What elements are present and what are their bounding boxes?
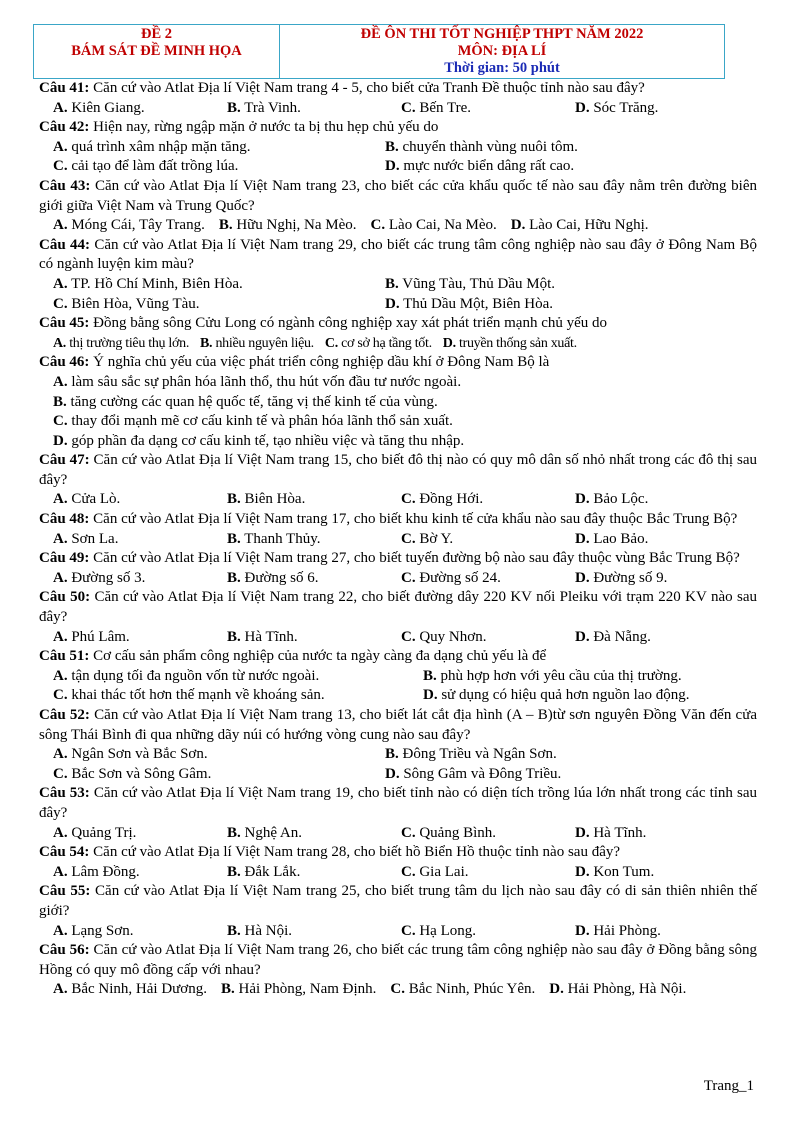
option-key: B. (385, 275, 399, 292)
answer-option[interactable] (385, 765, 717, 785)
option-key: D. (385, 158, 400, 175)
option-text: tăng cường các quan hệ quốc tế, tăng vị thế kinh tế của vùng. (66, 393, 438, 410)
option-key: A. (53, 138, 68, 155)
answer-option[interactable] (53, 157, 385, 177)
option-key: A. (53, 275, 68, 292)
option-text: làm sâu sắc sự phân hóa lãnh thổ, thu hút vốn đầu tư nước ngoài. (67, 373, 462, 390)
answer-row (39, 334, 757, 354)
question-block (39, 353, 757, 451)
question-stem (39, 843, 757, 863)
option-key: C. (401, 99, 416, 116)
answer-option[interactable] (575, 569, 667, 589)
option-text: Hữu Nghị, Na Mèo. (232, 217, 357, 234)
option-text: Sông Gâm và Đông Triều. (399, 765, 562, 782)
answer-row (39, 157, 757, 177)
answer-option[interactable] (53, 980, 207, 1000)
answer-option[interactable] (390, 980, 535, 1000)
option-key: D. (53, 432, 68, 449)
option-key: C. (370, 217, 386, 234)
answer-option[interactable] (423, 686, 755, 706)
question-number: Câu 47: (39, 452, 90, 469)
option-text: Lào Cai, Hữu Nghị. (525, 217, 649, 234)
question-stem (39, 451, 757, 490)
question-text: Căn cứ vào Atlat Địa lí Việt Nam trang 22, cho biết đường dây 220 KV nối Pleiku với trạm 220 KV nào sau đây? (39, 589, 757, 626)
answer-row (39, 667, 757, 687)
answer-row (39, 138, 757, 158)
option-key: A. (53, 373, 68, 390)
answer-option[interactable] (53, 138, 385, 158)
answer-option[interactable] (575, 628, 651, 648)
question-text: Căn cứ vào Atlat Địa lí Việt Nam trang 19, cho biết tỉnh nào có diện tích trồng lúa lớn nhất trong các tỉnh sau đây? (39, 785, 757, 821)
question-block (39, 784, 757, 843)
question-block (39, 118, 757, 177)
question-stem (39, 314, 757, 334)
option-text: Bắc Ninh, Phúc Yên. (405, 981, 536, 998)
question-text: Căn cứ vào Atlat Địa lí Việt Nam trang 26, cho biết các trung tâm công nghiệp nào sau đây ở Đồng bằng sông Hồng có quy mô đồng cấp với nhau? (39, 942, 758, 978)
option-text: Cửa Lò. (67, 491, 121, 508)
answer-option[interactable] (401, 99, 575, 119)
option-text: phù hợp hơn với yêu cầu của thị trường. (436, 667, 682, 684)
option-key: C. (53, 413, 68, 430)
option-text: Vũng Tàu, Thủ Dầu Một. (398, 275, 556, 292)
option-text: Đồng Hới. (415, 491, 484, 508)
answer-option[interactable] (385, 745, 717, 765)
answer-option[interactable] (575, 530, 648, 550)
answer-option[interactable] (53, 765, 385, 785)
option-text: Móng Cái, Tây Trang. (67, 217, 205, 234)
question-block (39, 588, 757, 647)
option-text: Biên Hòa. (240, 491, 306, 508)
answer-option[interactable] (53, 334, 189, 354)
option-text: Bến Tre. (415, 99, 472, 116)
question-text: Căn cứ vào Atlat Địa lí Việt Nam trang 17, cho biết khu kinh tế cửa khẩu nào sau đây thuộc Bắc Trung Bộ? (89, 511, 738, 528)
answer-option[interactable] (53, 863, 227, 883)
question-block (39, 549, 757, 588)
question-text: Căn cứ vào Atlat Địa lí Việt Nam trang 4 - 5, cho biết cửa Tranh Đề thuộc tỉnh nào sau đây? (89, 80, 645, 96)
option-key: D. (575, 824, 590, 841)
option-text: truyền thống sản xuất. (455, 335, 577, 351)
question-number: Câu 56: (39, 942, 90, 959)
question-number: Câu 54: (39, 844, 90, 861)
answer-option[interactable] (401, 863, 575, 883)
question-stem (39, 510, 757, 530)
question-block (39, 882, 757, 941)
question-number: Câu 53: (39, 785, 90, 802)
answer-option[interactable] (325, 334, 432, 354)
option-text: Sơn La. (67, 530, 119, 547)
option-key: A. (53, 746, 68, 763)
option-key: A. (53, 99, 68, 116)
exam-title: ĐỀ ÔN THI TỐT NGHIỆP THPT NĂM 2022 (360, 26, 644, 42)
answer-row (39, 373, 757, 393)
option-text: Đắk Lắk. (240, 863, 301, 880)
option-text: khai thác tốt hơn thế mạnh về khoáng sản. (67, 687, 325, 704)
question-number: Câu 50: (39, 589, 91, 606)
option-text: Đường số 3. (67, 569, 146, 586)
option-text: Lâm Đồng. (67, 863, 140, 880)
option-key: A. (53, 628, 68, 645)
option-key: D. (575, 530, 590, 547)
option-text: Đường số 6. (240, 569, 319, 586)
exam-duration: Thời gian: 50 phút (444, 60, 560, 76)
option-text: quá trình xâm nhập mặn tăng. (67, 138, 251, 155)
option-key: A. (53, 335, 67, 351)
option-text: nhiều nguyên liệu. (212, 335, 314, 351)
option-text: Hà Nội. (240, 922, 293, 939)
answer-row (39, 490, 757, 510)
answer-option[interactable] (575, 490, 648, 510)
option-key: C. (324, 335, 338, 351)
option-key: A. (53, 217, 68, 234)
option-key: D. (575, 922, 590, 939)
option-text: chuyển thành vùng nuôi tôm. (398, 138, 578, 155)
option-key: B. (227, 99, 241, 116)
answer-option[interactable] (401, 628, 575, 648)
option-text: Bờ Y. (415, 530, 454, 547)
option-text: Hải Phòng, Hà Nội. (563, 981, 687, 998)
exam-subtitle: BÁM SÁT ĐỀ MINH HỌA (71, 43, 242, 59)
option-key: D. (385, 765, 400, 782)
answer-option[interactable] (575, 824, 646, 844)
option-key: A. (53, 981, 68, 998)
question-text: Cơ cấu sản phẩm công nghiệp của nước ta ngày càng đa dạng chủ yếu là để (89, 648, 547, 665)
answer-row (39, 275, 757, 295)
question-stem (39, 588, 757, 627)
option-text: tận dụng tối đa nguồn vốn từ nước ngoài. (67, 667, 320, 684)
answer-option[interactable] (443, 334, 577, 354)
option-text: Gia Lai. (415, 863, 469, 880)
option-text: Lao Bảo. (589, 530, 649, 547)
question-block (39, 236, 757, 314)
answer-option[interactable] (549, 980, 686, 1000)
question-stem (39, 353, 757, 373)
answer-row (39, 99, 757, 119)
question-text: Căn cứ vào Atlat Địa lí Việt Nam trang 13, cho biết lát cắt địa hình (A – B)từ sơn nguyên Đồng Văn đến cửa sông Thái Bình đi qua những dãy núi có hướng vòng cung nào sau đây? (39, 707, 758, 743)
question-number: Câu 48: (39, 511, 90, 528)
question-number: Câu 45: (39, 315, 90, 332)
answer-option[interactable] (371, 216, 497, 236)
option-key: B. (227, 569, 241, 586)
exam-subject: MÔN: ĐỊA LÍ (457, 43, 547, 59)
option-text: Hải Phòng. (589, 922, 661, 939)
answer-row (39, 824, 757, 844)
answer-row (39, 432, 757, 452)
option-key: A. (53, 491, 68, 508)
question-stem (39, 79, 757, 99)
option-text: Bắc Ninh, Hải Dương. (67, 981, 207, 998)
answer-option[interactable] (227, 628, 401, 648)
answer-option[interactable] (227, 569, 401, 589)
option-text: Trà Vinh. (240, 99, 301, 116)
answer-option[interactable] (53, 745, 385, 765)
option-text: Đông Triều và Ngân Sơn. (398, 746, 557, 763)
question-block (39, 177, 757, 236)
answer-option[interactable] (53, 490, 227, 510)
option-text: Thanh Thủy. (240, 530, 321, 547)
option-key: B. (227, 491, 241, 508)
answer-option[interactable] (575, 863, 654, 883)
option-key: B. (227, 824, 241, 841)
answer-row (39, 295, 757, 315)
answer-option[interactable] (53, 922, 227, 942)
question-block (39, 706, 757, 784)
answer-option[interactable] (53, 667, 423, 687)
question-number: Câu 55: (39, 883, 91, 900)
option-key: C. (390, 981, 405, 998)
option-key: A. (53, 569, 68, 586)
option-text: Ngân Sơn và Bắc Sơn. (67, 746, 208, 763)
answer-option[interactable] (53, 628, 227, 648)
option-key: A. (53, 863, 68, 880)
option-key: A. (53, 824, 68, 841)
option-text: cải tạo để làm đất trồng lúa. (67, 158, 239, 175)
answer-option[interactable] (511, 216, 649, 236)
answer-row (39, 922, 757, 942)
option-text: thị trường tiêu thụ lớn. (66, 335, 190, 351)
answer-row (39, 530, 757, 550)
question-number: Câu 43: (39, 177, 91, 194)
question-number: Câu 46: (39, 354, 90, 371)
answer-option[interactable] (53, 216, 205, 236)
option-key: B. (53, 393, 67, 410)
answer-row (39, 412, 757, 432)
question-stem (39, 549, 757, 569)
answer-option[interactable] (423, 667, 755, 687)
option-key: A. (53, 667, 68, 684)
question-number: Câu 51: (39, 648, 90, 665)
option-key: B. (227, 628, 241, 645)
question-text: Căn cứ vào Atlat Địa lí Việt Nam trang 28, cho biết hồ Biển Hồ thuộc tỉnh nào sau đây? (89, 844, 621, 861)
answer-option[interactable] (385, 295, 717, 315)
option-key: C. (401, 824, 416, 841)
option-key: C. (53, 295, 68, 312)
answer-row (39, 628, 757, 648)
answer-option[interactable] (401, 569, 575, 589)
option-text: Hạ Long. (415, 922, 476, 939)
option-text: Kiên Giang. (67, 99, 145, 116)
option-key: A. (53, 530, 68, 547)
answer-option[interactable] (575, 99, 658, 119)
answer-option[interactable] (227, 863, 401, 883)
option-text: Lạng Sơn. (67, 922, 134, 939)
question-number: Câu 41: (39, 80, 90, 96)
question-number: Câu 52: (39, 707, 90, 723)
answer-row (39, 745, 757, 765)
option-key: B. (423, 667, 437, 684)
option-text: Bảo Lộc. (589, 491, 649, 508)
question-stem (39, 784, 757, 823)
option-key: D. (442, 335, 456, 351)
answer-row (39, 569, 757, 589)
answer-option[interactable] (53, 413, 453, 429)
option-text: Quy Nhơn. (415, 628, 487, 645)
question-stem (39, 941, 757, 980)
option-key: D. (549, 981, 564, 998)
option-key: C. (53, 687, 68, 704)
option-key: D. (575, 491, 590, 508)
option-text: Nghệ An. (240, 824, 303, 841)
question-stem (39, 647, 757, 667)
answer-row (39, 393, 757, 413)
answer-option[interactable] (53, 374, 461, 390)
option-key: B. (227, 530, 241, 547)
option-key: B. (227, 922, 241, 939)
answer-option[interactable] (385, 157, 717, 177)
option-text: Quảng Bình. (415, 824, 497, 841)
option-text: Thủ Dầu Một, Biên Hòa. (399, 295, 554, 312)
option-key: D. (575, 99, 590, 116)
answer-option[interactable] (53, 275, 385, 295)
answer-option[interactable] (53, 686, 423, 706)
option-key: D. (385, 295, 400, 312)
question-text: Căn cứ vào Atlat Địa lí Việt Nam trang 27, cho biết tuyến đường bộ nào sau đây thuộc vùng Bắc Trung Bộ? (89, 550, 740, 567)
option-text: Lào Cai, Na Mèo. (385, 217, 497, 234)
answer-option[interactable] (53, 569, 227, 589)
question-text: Căn cứ vào Atlat Địa lí Việt Nam trang 25, cho biết trung tâm du lịch nào sau đây có di sản thiên nhiên thế giới? (39, 883, 757, 919)
answer-option[interactable] (53, 433, 464, 449)
answer-row (39, 980, 757, 1000)
question-number: Câu 44: (39, 236, 91, 253)
answer-option[interactable] (53, 394, 438, 410)
answer-row (39, 765, 757, 785)
answer-option[interactable] (219, 216, 357, 236)
option-key: C. (401, 628, 416, 645)
option-text: Phú Lâm. (67, 628, 130, 645)
answer-row (39, 216, 757, 236)
option-text: cơ sở hạ tầng tốt. (337, 335, 432, 351)
question-block (39, 510, 757, 549)
answer-option[interactable] (221, 980, 376, 1000)
option-text: Đà Nẵng. (589, 628, 651, 645)
answer-option[interactable] (227, 530, 401, 550)
option-key: D. (510, 217, 526, 234)
option-text: Biên Hòa, Vũng Tàu. (67, 295, 200, 312)
option-text: Bắc Sơn và Sông Gâm. (67, 765, 212, 782)
answer-option[interactable] (200, 334, 314, 354)
option-key: C. (401, 863, 416, 880)
question-stem (39, 177, 757, 216)
answer-row (39, 863, 757, 883)
option-text: Hải Phòng, Nam Định. (234, 981, 377, 998)
answer-option[interactable] (227, 824, 401, 844)
option-text: Hà Tĩnh. (589, 824, 647, 841)
exam-number: ĐỀ 2 (140, 26, 173, 42)
question-text: Căn cứ vào Atlat Địa lí Việt Nam trang 15, cho biết đô thị nào có quy mô dân số nhỏ nhất trong các đô thị sau đây? (39, 452, 758, 488)
question-text: Ý nghĩa chủ yếu của việc phát triển công nghiệp dầu khí ở Đông Nam Bộ là (89, 354, 550, 371)
answer-option[interactable] (227, 490, 401, 510)
option-key: B. (220, 981, 235, 998)
option-key: B. (385, 746, 399, 763)
answer-option[interactable] (227, 922, 401, 942)
option-key: C. (53, 765, 68, 782)
answer-option[interactable] (401, 922, 575, 942)
option-key: B. (385, 138, 399, 155)
option-key: D. (575, 569, 590, 586)
option-key: A. (53, 922, 68, 939)
question-list (39, 79, 757, 1000)
exam-title-cell (280, 25, 724, 78)
option-text: Kon Tum. (589, 863, 655, 880)
option-text: thay đổi mạnh mẽ cơ cấu kinh tế và phân hóa lãnh thổ sản xuất. (67, 413, 453, 430)
question-block (39, 451, 757, 510)
answer-option[interactable] (227, 99, 401, 119)
question-block (39, 314, 757, 353)
option-text: Hà Tĩnh. (240, 628, 298, 645)
answer-option[interactable] (401, 490, 575, 510)
option-text: sử dụng có hiệu quả hơn nguồn lao động. (437, 687, 690, 704)
option-text: góp phần đa dạng cơ cấu kinh tế, tạo nhiều việc và tăng thu nhập. (67, 432, 465, 449)
option-key: C. (401, 569, 416, 586)
exam-header (33, 24, 725, 79)
answer-row (39, 686, 757, 706)
answer-option[interactable] (385, 275, 717, 295)
question-text: Đồng bằng sông Cửu Long có ngành công nghiệp xay xát phát triển mạnh chủ yếu do (89, 315, 608, 332)
question-text: Hiện nay, rừng ngập mặn ở nước ta bị thu hẹp chủ yếu do (89, 119, 439, 136)
question-stem (39, 236, 757, 275)
answer-option[interactable] (385, 138, 717, 158)
question-block (39, 843, 757, 882)
option-text: Đường số 9. (589, 569, 668, 586)
option-key: C. (401, 530, 416, 547)
answer-option[interactable] (53, 530, 227, 550)
page-number: Trang_1 (703, 1078, 754, 1094)
question-stem (39, 706, 757, 745)
question-stem (39, 882, 757, 921)
answer-option[interactable] (401, 530, 575, 550)
answer-option[interactable] (53, 824, 227, 844)
option-key: D. (423, 687, 438, 704)
option-key: C. (53, 158, 68, 175)
question-stem (39, 118, 757, 138)
option-key: B. (200, 335, 213, 351)
answer-option[interactable] (53, 295, 385, 315)
option-key: B. (218, 217, 233, 234)
answer-option[interactable] (575, 922, 661, 942)
option-key: C. (401, 922, 416, 939)
option-key: C. (401, 491, 416, 508)
option-text: Quảng Trị. (67, 824, 137, 841)
question-block (39, 647, 757, 706)
question-number: Câu 49: (39, 550, 90, 567)
option-text: Sóc Trăng. (589, 99, 659, 116)
question-block (39, 941, 757, 1000)
question-block (39, 79, 757, 118)
option-text: Đường số 24. (415, 569, 501, 586)
option-text: mực nước biển dâng rất cao. (399, 158, 575, 175)
option-key: B. (227, 863, 241, 880)
question-text: Căn cứ vào Atlat Địa lí Việt Nam trang 23, cho biết các cửa khẩu quốc tế nào sau đây nằm trên đường biên giới giữa Việt Nam và Trung Quốc? (39, 177, 758, 214)
answer-option[interactable] (53, 99, 227, 119)
option-text: TP. Hồ Chí Minh, Biên Hòa. (67, 275, 243, 292)
option-key: D. (575, 863, 590, 880)
answer-option[interactable] (401, 824, 575, 844)
exam-code-cell (34, 25, 280, 78)
option-key: D. (575, 628, 590, 645)
question-number: Câu 42: (39, 119, 90, 136)
question-text: Căn cứ vào Atlat Địa lí Việt Nam trang 29, cho biết các trung tâm công nghiệp nào sau đây ở Đông Nam Bộ có ngành luyện kim màu? (39, 236, 758, 273)
